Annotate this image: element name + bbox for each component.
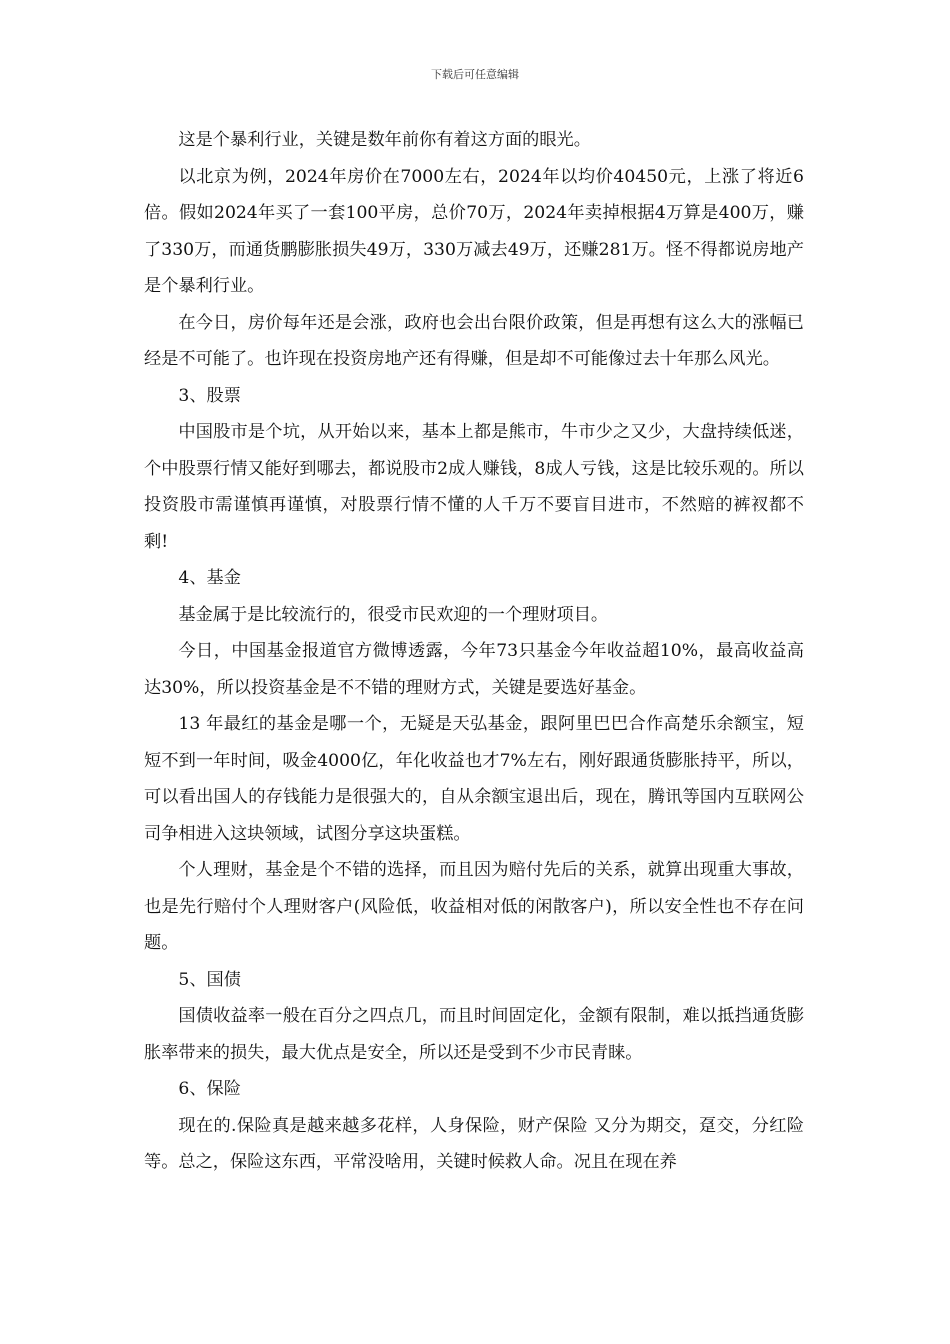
paragraph: 基金属于是比较流行的，很受市民欢迎的一个理财项目。 [178,604,609,625]
section-heading-bonds: 5、国债 [178,969,241,990]
paragraph: 以北京为例，2024年房价在7000左右，2024年以均价40450元，上涨了将近6倍。假如2024年买了一套100平房，总价70万，2024年卖掉根据4万算是400万，赚了330万，而通货鹏膨胀损失49万，330万减去49万，还赚281万。怪不得都说房地产是个暴利行业。 [144,166,804,296]
paragraph: 现在的.保险真是越来越多花样，人身保险，财产保险 又分为期交，趸交，分红险等。总之，保险这东西，平常没啥用，关键时候救人命。况且在现在养 [144,1115,804,1172]
document-body [144,122,804,1181]
paragraph: 中国股市是个坑，从开始以来，基本上都是熊市，牛市少之又少，大盘持续低迷，个中股票行情又能好到哪去，都说股市2成人赚钱，8成人亏钱，这是比较乐观的。所以投资股市需谨慎再谨慎，对股票行情不懂的人千万不要盲目进市，不然赔的裤衩都不剩! [144,422,804,552]
page-header: 下载后可任意编辑 [431,68,519,81]
paragraph: 国债收益率一般在百分之四点几，而且时间固定化，金额有限制，难以抵挡通货膨胀率带来的损失，最大优点是安全，所以还是受到不少市民青睐。 [144,1006,804,1063]
paragraph: 13 年最红的基金是哪一个，无疑是天弘基金，跟阿里巴巴合作高楚乐余额宝，短短不到一年时间，吸金4000亿，年化收益也才7%左右，刚好跟通货膨胀持平，所以，可以看出国人的存钱能力是很强大的，自从余额宝退出后，现在，腾讯等国内互联网公司争相进入这块领域，试图分享这块蛋糕。 [144,714,804,844]
section-heading-stocks: 3、股票 [178,385,241,406]
section-heading-insurance: 6、保险 [178,1079,241,1099]
paragraph: 今日，中国基金报道官方微博透露，今年73只基金今年收益超10%，最高收益高达30%，所以投资基金是不不错的理财方式，关键是要选好基金。 [144,641,804,698]
section-heading-funds: 4、基金 [178,568,241,588]
paragraph: 个人理财，基金是个不错的选择，而且因为赔付先后的关系，就算出现重大事故，也是先行赔付个人理财客户(风险低，收益相对低的闲散客户)，所以安全性也不存在问题。 [144,860,804,953]
paragraph: 在今日，房价每年还是会涨，政府也会出台限价政策，但是再想有这么大的涨幅已经是不可能了。也许现在投资房地产还有得赚，但是却不可能像过去十年那么风光。 [144,312,804,369]
paragraph: 这是个暴利行业，关键是数年前你有着这方面的眼光。 [178,130,591,150]
